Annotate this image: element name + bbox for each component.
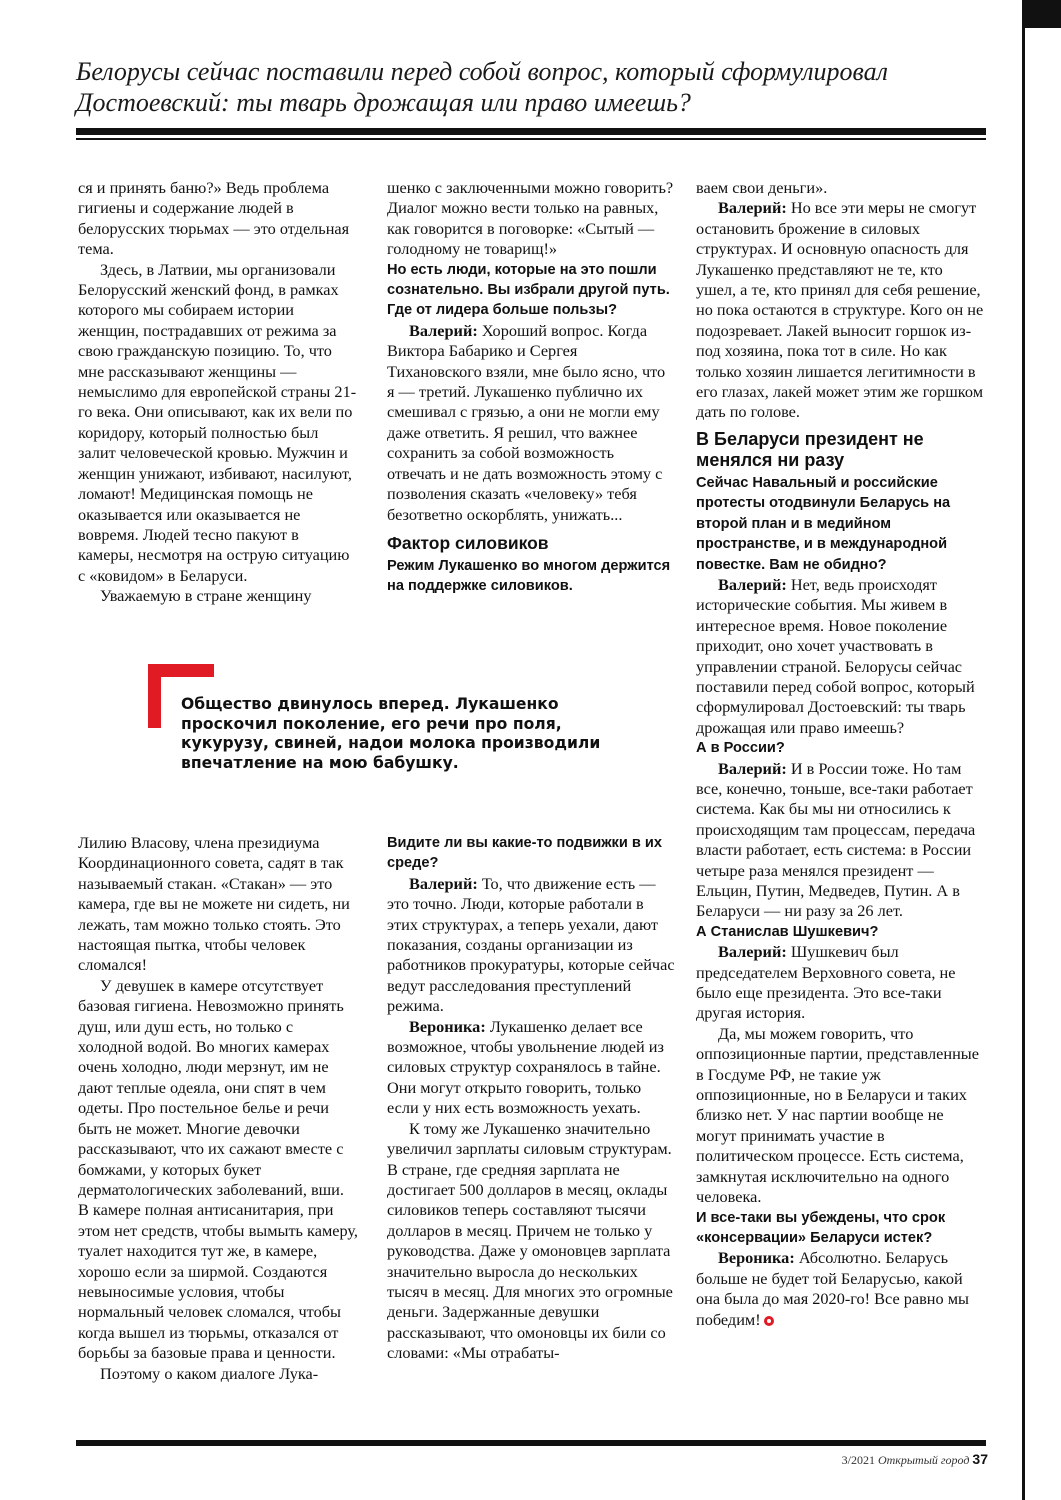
paragraph: шенко с заключенными можно говорить? Диалог можно вести только на равных, как говорится в поговорке: «Сытый — голодному не товарищ!» xyxy=(387,178,674,259)
header-quote: Белорусы сейчас поставили перед собой вопрос, который сформулировал Достоевский: ты тварь дрожащая или право имеешь? xyxy=(76,57,889,117)
answer-text: Хороший вопрос. Когда Виктора Бабарико и Сергея Тихановского взяли, мне было ясно, что я — третий. Лукашенко публично их смешивал с грязью, а они не могли ему даже ответить. Я решил, что важнее сохранить за собой возможность отвечать и не дать возможность этому с позволения сказать «человеку» тебя безответно оскорблять, унижать... xyxy=(387,320,666,524)
speaker-label: Вероника: xyxy=(409,1016,486,1036)
header-rule xyxy=(76,128,986,135)
paragraph: Лилию Власову, члена президиума Координационного совета, садят в так называемый стакан. «Стакан» — это камера, где вы не можете ни сидеть, ни лежать, там можно только стоять. Это настоящая пытка, чтобы человек сломался! xyxy=(78,833,350,975)
speaker-label: Валерий: xyxy=(718,574,787,594)
column-1-top xyxy=(78,178,358,607)
footer-rule xyxy=(76,1440,986,1446)
speaker-label: Валерий: xyxy=(718,198,787,218)
paragraph: К тому же Лукашенко значительно увеличил зарплаты силовым структурам. В стране, где средняя зарплата не достигает 500 долларов в месяц, оклады силовиков теперь составляют тысячи долларов в месяц. Причем не только у руководства. Даже у омоновцев зарплата значительно выросла до нескольких тысяч в месяц. Для многих это огромные деньги. Задержанные девушки рассказывают, что омоновцы их били со словами: «Мы отрабаты- xyxy=(387,1118,673,1363)
answer-text: Абсолютно. Беларусь больше не будет той Беларусью, какой она была до мая 2020-го! Все равно мы победим! xyxy=(696,1248,969,1329)
speaker-label: Вероника: xyxy=(718,1248,795,1268)
interview-question: И все-таки вы убеждены, что срок «консервации» Беларуси истек? xyxy=(696,1209,946,1246)
column-3 xyxy=(696,178,986,1330)
paragraph: Здесь, в Латвии, мы организовали Белорусский женский фонд, в рамках которого мы собираем истории женщин, пострадавших от режима за свою гражданскую позицию. То, что мне рассказывают женщины — немыслимо для европейской страны 21-го века. Они описывают, как их вели по коридору, который полностью был залит человеческой кровью. Мужчин и женщин унижают, избивают, насилуют, ломают! Медицинская помощь не оказывается или оказывается не вовремя. Людей тесно пакуют в камеры, несмотря на острую ситуацию с «ковидом» в Беларуси. xyxy=(78,259,357,585)
answer-paragraph xyxy=(387,321,675,525)
page-edge-tab xyxy=(1024,0,1061,28)
paragraph: Поэтому о каком диалоге Лука- xyxy=(100,1363,319,1383)
speaker-label: Валерий: xyxy=(718,942,787,962)
paragraph: У девушек в камере отсутствует базовая гигиена. Невозможно принять душ, или душ есть, но только с холодной водой. Во многих камерах очень холодно, люди мерзнут, им не дают теплые одеяла, они спят в чем одеты. Про постельное белье и речи быть не может. Многие девочки рассказывают, что их сажают вместе с бомжами, у которых букет дерматологических заболеваний, вши. В камере полная антисанитария, при этом нет средств, чтобы вымыть камеру, туалет находится тут же, в камере, хорошо если за ширмой. Создаются невыносимые условия, чтобы нормальный человек сломался, чтобы когда вышел из тюрьмы, отказался от борьбы за базовые права и ценности. xyxy=(78,975,358,1363)
interview-question: А Станислав Шушкевич? xyxy=(696,923,879,940)
answer-paragraph xyxy=(387,1017,675,1119)
page-number: 37 xyxy=(972,1451,988,1467)
section-heading: В Беларуси президент не менялся ни разу xyxy=(696,428,924,470)
end-of-article-icon xyxy=(764,1316,774,1326)
issue-number: 3/2021 xyxy=(841,1453,875,1467)
answer-text: Лукашенко делает все возможное, чтобы увольнение людей из силовых структур сохранялось в тайне. Они могут открыто говорить, только если у них есть возможность уехать. xyxy=(387,1016,664,1118)
paragraph: ся и принять баню?» Ведь проблема гигиены и содержание людей в белорусских тюрьмах — это отдельная тема. xyxy=(78,178,350,259)
answer-text: Шушкевич был председателем Верховного совета, не было еще президента. Это все-таки другая история. xyxy=(696,942,956,1023)
answer-paragraph xyxy=(696,759,986,922)
interview-question: А в России? xyxy=(696,740,785,757)
magazine-name: Открытый город xyxy=(877,1453,970,1467)
pull-quote: Общество двинулось вперед. Лукашенко проскочил поколение, его речи про поля, кукурузу, свиней, надои молока производили впечатление на мою бабушку. xyxy=(181,695,601,772)
answer-paragraph xyxy=(696,198,986,422)
answer-paragraph xyxy=(696,942,986,1024)
paragraph: Уважаемую в стране женщину xyxy=(100,586,312,606)
interview-question: Видите ли вы какие-то подвижки в их среде? xyxy=(387,835,662,872)
answer-paragraph xyxy=(696,575,986,738)
answer-text: То, что движение есть — это точно. Люди, которые работали в этих структурах, а теперь уехали, дают показания, созданы организации из работников прокуратуры, которые сейчас ведут расследования преступлений режима. xyxy=(387,873,675,1016)
answer-paragraph xyxy=(696,1248,986,1330)
speaker-label: Валерий: xyxy=(718,758,787,778)
paragraph: Да, мы можем говорить, что оппозиционные партии, представленные в Госдуме РФ, не такие уж оппозиционные, но в Беларуси и таких близко нет. У нас партии вообще не могут принимать участие в политическом процессе. Есть система, замкнутая исключительно на одного человека. xyxy=(696,1023,979,1207)
answer-paragraph xyxy=(387,874,675,1017)
column-2-bottom xyxy=(387,833,675,1364)
page-footer xyxy=(760,1450,988,1469)
answer-text: Но все эти меры не смогут остановить брожение в силовых структурах. И основную опасность для Лукашенко представляют не те, кто ушел, а те, кто принял для себя решение, но пока остаются в структуре. Кого он не подозревает. Лакей выносит горшок из-под хозяина, пока тот в силе. Но как только хозяин лишается легитимности в его глазах, лакей может этим же горшком дать по голове. xyxy=(696,198,984,422)
paragraph: ваем свои деньги». xyxy=(696,178,828,197)
section-heading: Фактор силовиков xyxy=(387,532,549,553)
answer-text: И в России тоже. Но там все, конечно, тоньше, все-таки работает система. Как бы мы ни относились к происходящим там процессам, передача власти работает, есть система: в России четыре раза менялся президент — Ельцин, Путин, Медведев, Путин. А в Беларуси — ни разу за 26 лет. xyxy=(696,758,976,921)
header-rule-thin xyxy=(76,138,986,140)
interview-question: Сейчас Навальный и российские протесты отодвинули Беларусь на второй план и в медийном пространстве, и в международной повестке. Вам не обидно? xyxy=(696,474,951,573)
page-edge-line xyxy=(1022,0,1025,1500)
interview-question: Режим Лукашенко во многом держится на поддержке силовиков. xyxy=(387,557,671,595)
speaker-label: Валерий: xyxy=(409,320,478,340)
pull-quote-mark-side xyxy=(148,664,161,728)
column-2-top xyxy=(387,178,675,597)
column-1-bottom xyxy=(78,833,358,1384)
answer-text: Нет, ведь происходят исторические события. Мы живем в интересное время. Новое поколение приходит, оно хочет участвовать в управлении страной. Белорусы сейчас поставили перед собой вопрос, который сформулировал Достоевский: ты тварь дрожащая или право имеешь? xyxy=(696,574,975,737)
interview-question: Но есть люди, которые на это пошли сознательно. Вы избрали другой путь. Где от лидера больше пользы? xyxy=(387,261,670,319)
speaker-label: Валерий: xyxy=(409,873,478,893)
